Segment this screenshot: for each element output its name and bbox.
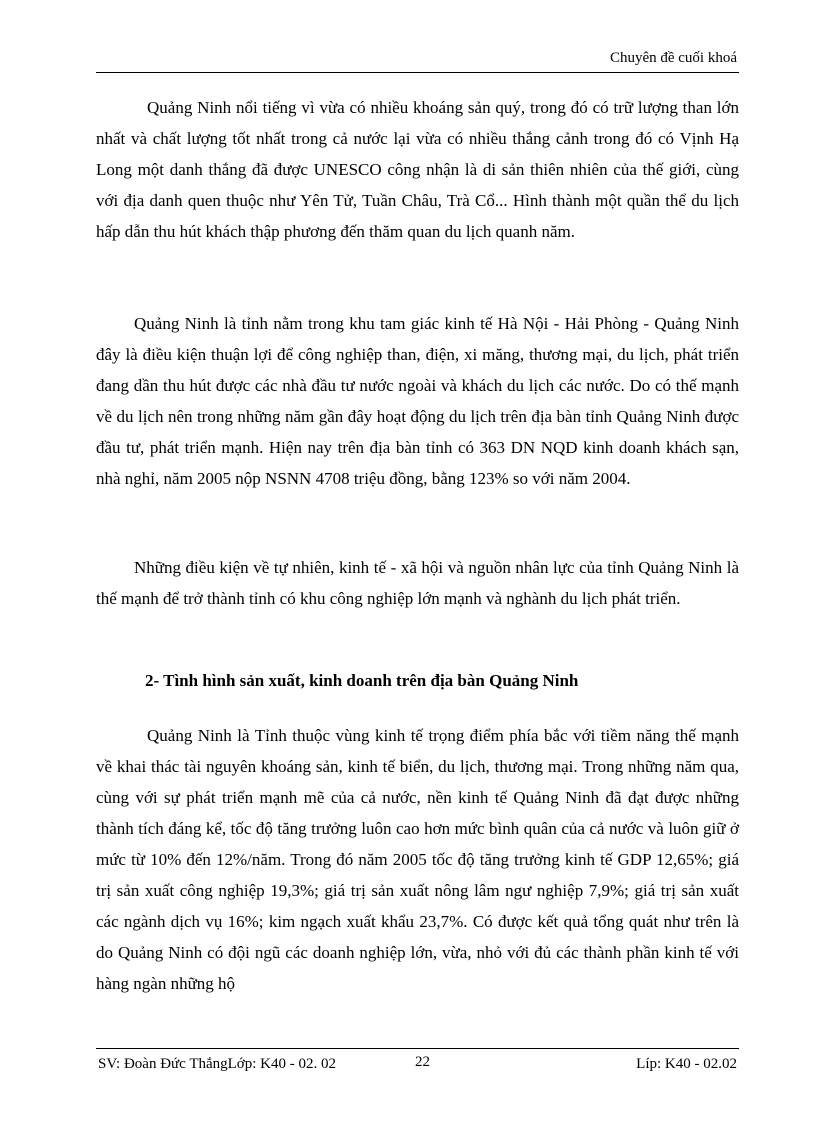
page-header xyxy=(96,50,739,73)
paragraph-1: Quảng Ninh nổi tiếng vì vừa có nhiều khoáng sản quý, trong đó có trữ lượng than lớn nhất và chất lượng tốt nhất trong cả nước lại vừa có nhiều thắng cảnh trong đó có Vịnh Hạ Long một danh thắng đã được UNESCO công nhận là di sản thiên nhiên của thế giới, cùng với địa danh quen thuộc như Yên Tử, Tuần Châu, Trà Cổ... Hình thành một quần thể du lịch hấp dẫn thu hút khách thập phương đến thăm quan du lịch quanh năm. xyxy=(96,98,739,241)
paragraph-3: Những điều kiện về tự nhiên, kinh tế - xã hội và nguồn nhân lực của tỉnh Quảng Ninh là thế mạnh để trở thành tỉnh có khu công nghiệp lớn mạnh và nghành du lịch phát triển. xyxy=(96,558,739,608)
footer-student-info: SV: Đoàn Đức ThắngLớp: K40 - 02. 02 xyxy=(98,1056,336,1072)
paragraph-4: Quảng Ninh là Tỉnh thuộc vùng kinh tế trọng điểm phía bắc với tiềm năng thế mạnh về khai thác tài nguyên khoáng sản, kinh tế biển, du lịch, thương mại. Trong những năm qua, cùng với sự phát triển mạnh mẽ của cả nước, nền kinh tế Quảng Ninh đã đạt được những thành tích đáng kể, tốc độ tăng trưởng luôn cao hơn mức bình quân của cả nước và luôn giữ ở mức từ 10% đến 12%/năm. Trong đó năm 2005 tốc độ tăng trưởng kinh tế GDP 12,65%; giá trị sản xuất công nghiệp 19,3%; giá trị sản xuất nông lâm ngư nghiệp 7,9%; giá trị sản xuất các ngành dịch vụ 16%; kim ngạch xuất khẩu 23,7%. Có được kết quả tổng quát như trên là do Quảng Ninh có đội ngũ các doanh nghiệp lớn, vừa, nhỏ với đủ các thành phần kinh tế với hàng ngàn những hộ xyxy=(96,726,739,993)
paragraph-2: Quảng Ninh là tỉnh nằm trong khu tam giác kinh tế Hà Nội - Hải Phòng - Quảng Ninh đây là điều kiện thuận lợi để công nghiệp than, điện, xi măng, thương mại, du lịch, phát triển đang dần thu hút được các nhà đầu tư nước ngoài và khách du lịch các nước. Do có thế mạnh về du lịch nên trong những năm gần đây hoạt động du lịch trên địa bàn tỉnh Quảng Ninh được đầu tư, phát triển mạnh. Hiện nay trên địa bàn tỉnh có 363 DN NQD kinh doanh khách sạn, nhà nghỉ, năm 2005 nộp NSNN 4708 triệu đồng, bằng 123% so với năm 2004. xyxy=(96,314,739,488)
header-title: Chuyên đề cuối khoá xyxy=(609,50,737,66)
footer-class-info: Líp: K40 - 02.02 xyxy=(636,1056,737,1072)
section-heading: 2- Tình hình sản xuất, kinh doanh trên địa bàn Quảng Ninh xyxy=(145,671,579,690)
page-footer xyxy=(96,1048,739,1075)
page-number: 22 xyxy=(415,1054,430,1070)
